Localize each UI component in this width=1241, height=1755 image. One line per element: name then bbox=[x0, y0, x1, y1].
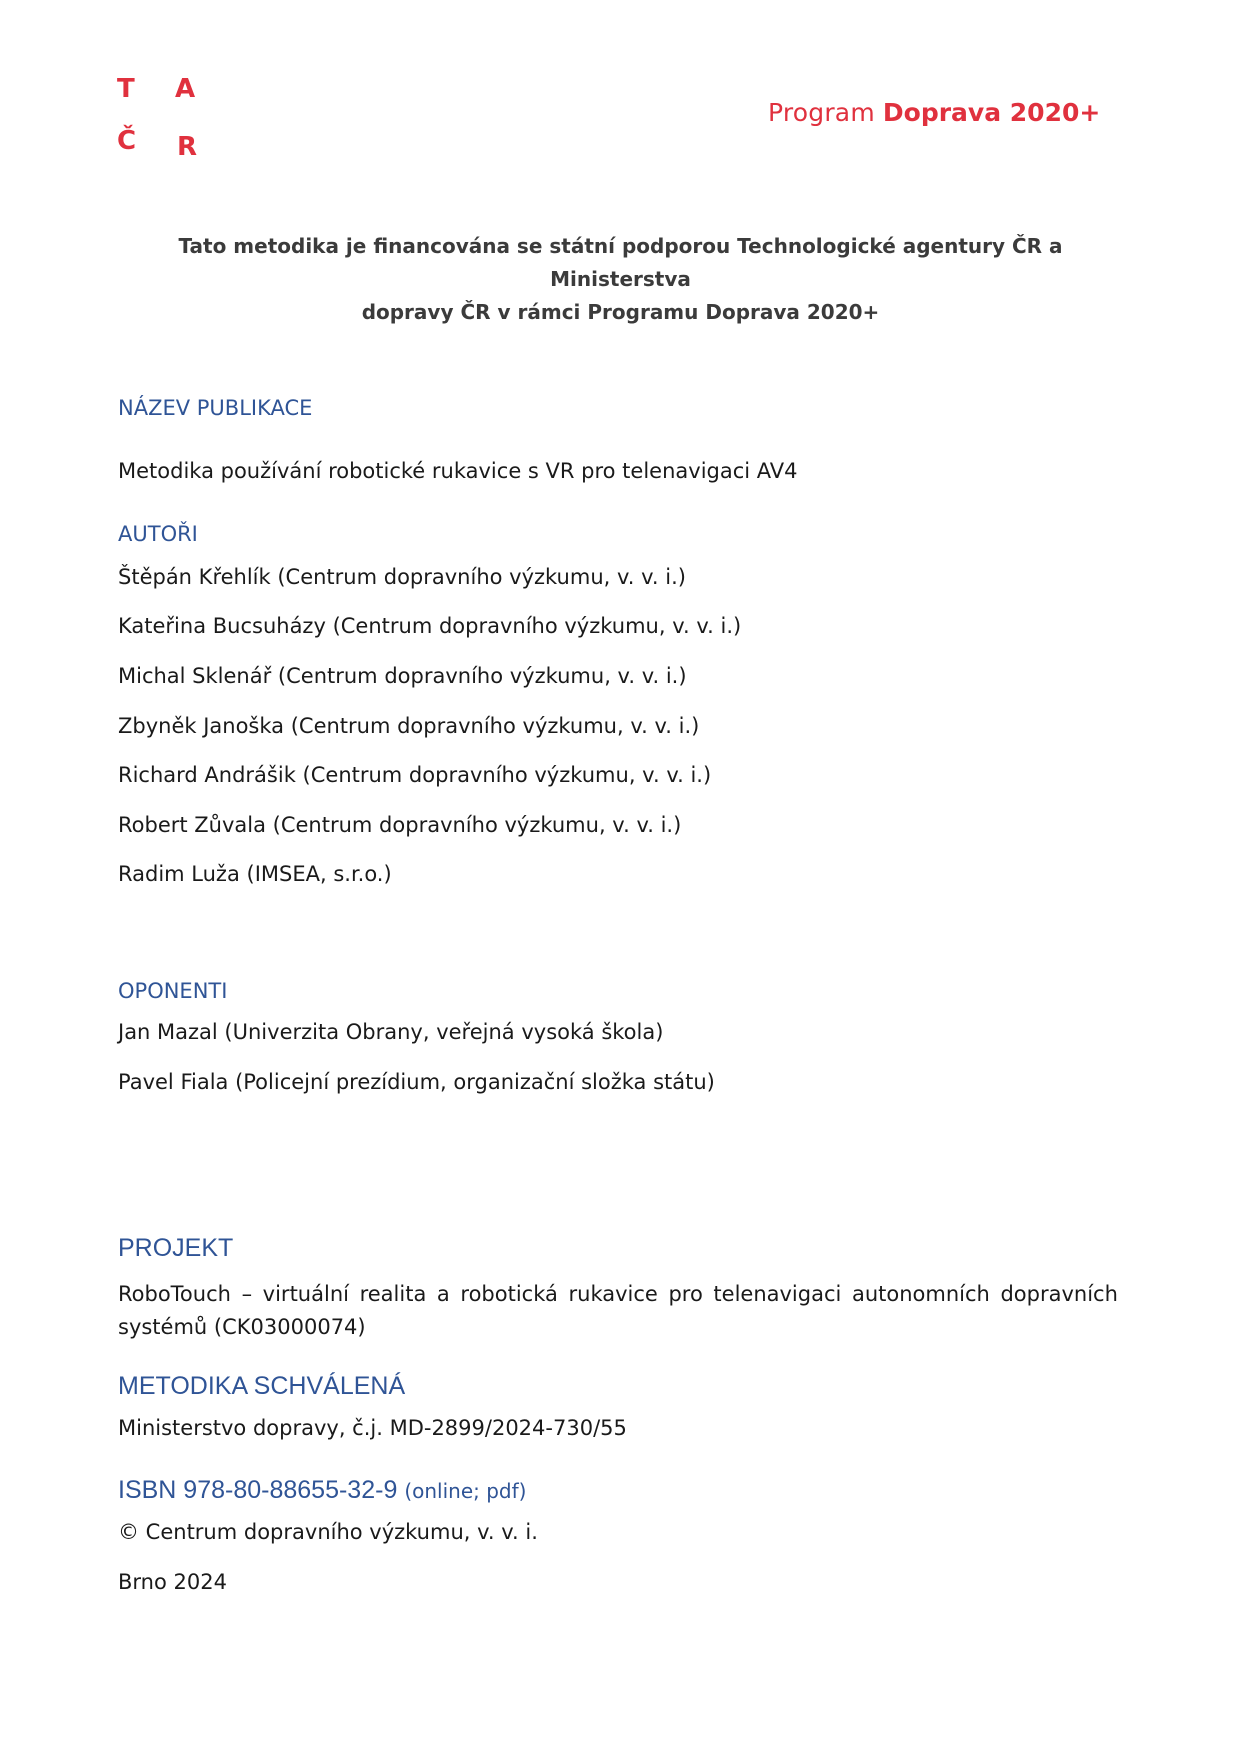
logo-letter-r: R bbox=[177, 132, 198, 162]
project-word: telenavigaci bbox=[713, 1282, 842, 1306]
program-prefix: Program bbox=[768, 98, 875, 127]
isbn-line bbox=[118, 1478, 526, 1503]
project-word: virtuální bbox=[262, 1282, 349, 1306]
program-name: Doprava 2020+ bbox=[882, 98, 1101, 127]
project-word: a bbox=[436, 1282, 450, 1306]
approved-heading: METODIKA SCHVÁLENÁ bbox=[118, 1372, 406, 1400]
project-word: – bbox=[241, 1282, 253, 1306]
authors-heading: AUTOŘI bbox=[118, 522, 198, 546]
author-item: Michal Sklenář (Centrum dopravního výzkumu, v. v. i.) bbox=[118, 664, 687, 688]
project-word: autonomních bbox=[851, 1282, 990, 1306]
author-item: Robert Zůvala (Centrum dopravního výzkumu, v. v. i.) bbox=[118, 813, 682, 837]
tacr-logo bbox=[117, 72, 207, 162]
project-heading: PROJEKT bbox=[118, 1234, 234, 1262]
isbn-number: ISBN 978-80-88655-32-9 bbox=[118, 1476, 398, 1504]
project-word: rukavice bbox=[568, 1282, 658, 1306]
opponents-heading: OPONENTI bbox=[118, 979, 228, 1003]
isbn-format: (online; pdf) bbox=[404, 1479, 527, 1503]
project-word: robotická bbox=[460, 1282, 558, 1306]
author-item: Richard Andrášik (Centrum dopravního výzkumu, v. v. i.) bbox=[118, 763, 712, 787]
project-line-2: systémů (CK03000074) bbox=[118, 1315, 366, 1339]
author-item: Zbyněk Janoška (Centrum dopravního výzkumu, v. v. i.) bbox=[118, 714, 700, 738]
author-item: Kateřina Bucsuházy (Centrum dopravního výzkumu, v. v. i.) bbox=[118, 614, 742, 638]
project-word: dopravních bbox=[1000, 1282, 1118, 1306]
place-year: Brno 2024 bbox=[118, 1570, 227, 1594]
opponent-item: Jan Mazal (Univerzita Obrany, veřejná vysoká škola) bbox=[118, 1020, 664, 1044]
author-item: Radim Luža (IMSEA, s.r.o.) bbox=[118, 862, 392, 886]
copyright: © Centrum dopravního výzkumu, v. v. i. bbox=[118, 1520, 538, 1544]
logo-letter-t: T bbox=[117, 74, 135, 104]
project-description bbox=[118, 1278, 1118, 1344]
project-word: pro bbox=[668, 1282, 703, 1306]
project-line-1 bbox=[118, 1278, 1118, 1311]
project-word: RoboTouch bbox=[118, 1282, 231, 1306]
opponent-item: Pavel Fiala (Policejní prezídium, organizační složka státu) bbox=[118, 1070, 715, 1094]
publication-heading: NÁZEV PUBLIKACE bbox=[118, 396, 313, 420]
funding-statement bbox=[130, 230, 1111, 329]
logo-letter-a: A bbox=[175, 74, 196, 104]
funding-line-1: Tato metodika je financována se státní podporou Technologické agentury ČR a Ministerstva bbox=[178, 234, 1063, 291]
funding-line-2: dopravy ČR v rámci Programu Doprava 2020+ bbox=[361, 300, 880, 324]
project-word: realita bbox=[359, 1282, 427, 1306]
approved-text: Ministerstvo dopravy, č.j. MD-2899/2024-730/55 bbox=[118, 1416, 627, 1440]
publication-title: Metodika používání robotické rukavice s VR pro telenavigaci AV4 bbox=[118, 459, 798, 483]
program-logo bbox=[768, 100, 1100, 125]
author-item: Štěpán Křehlík (Centrum dopravního výzkumu, v. v. i.) bbox=[118, 565, 686, 589]
logo-letter-c: Č bbox=[117, 126, 137, 156]
